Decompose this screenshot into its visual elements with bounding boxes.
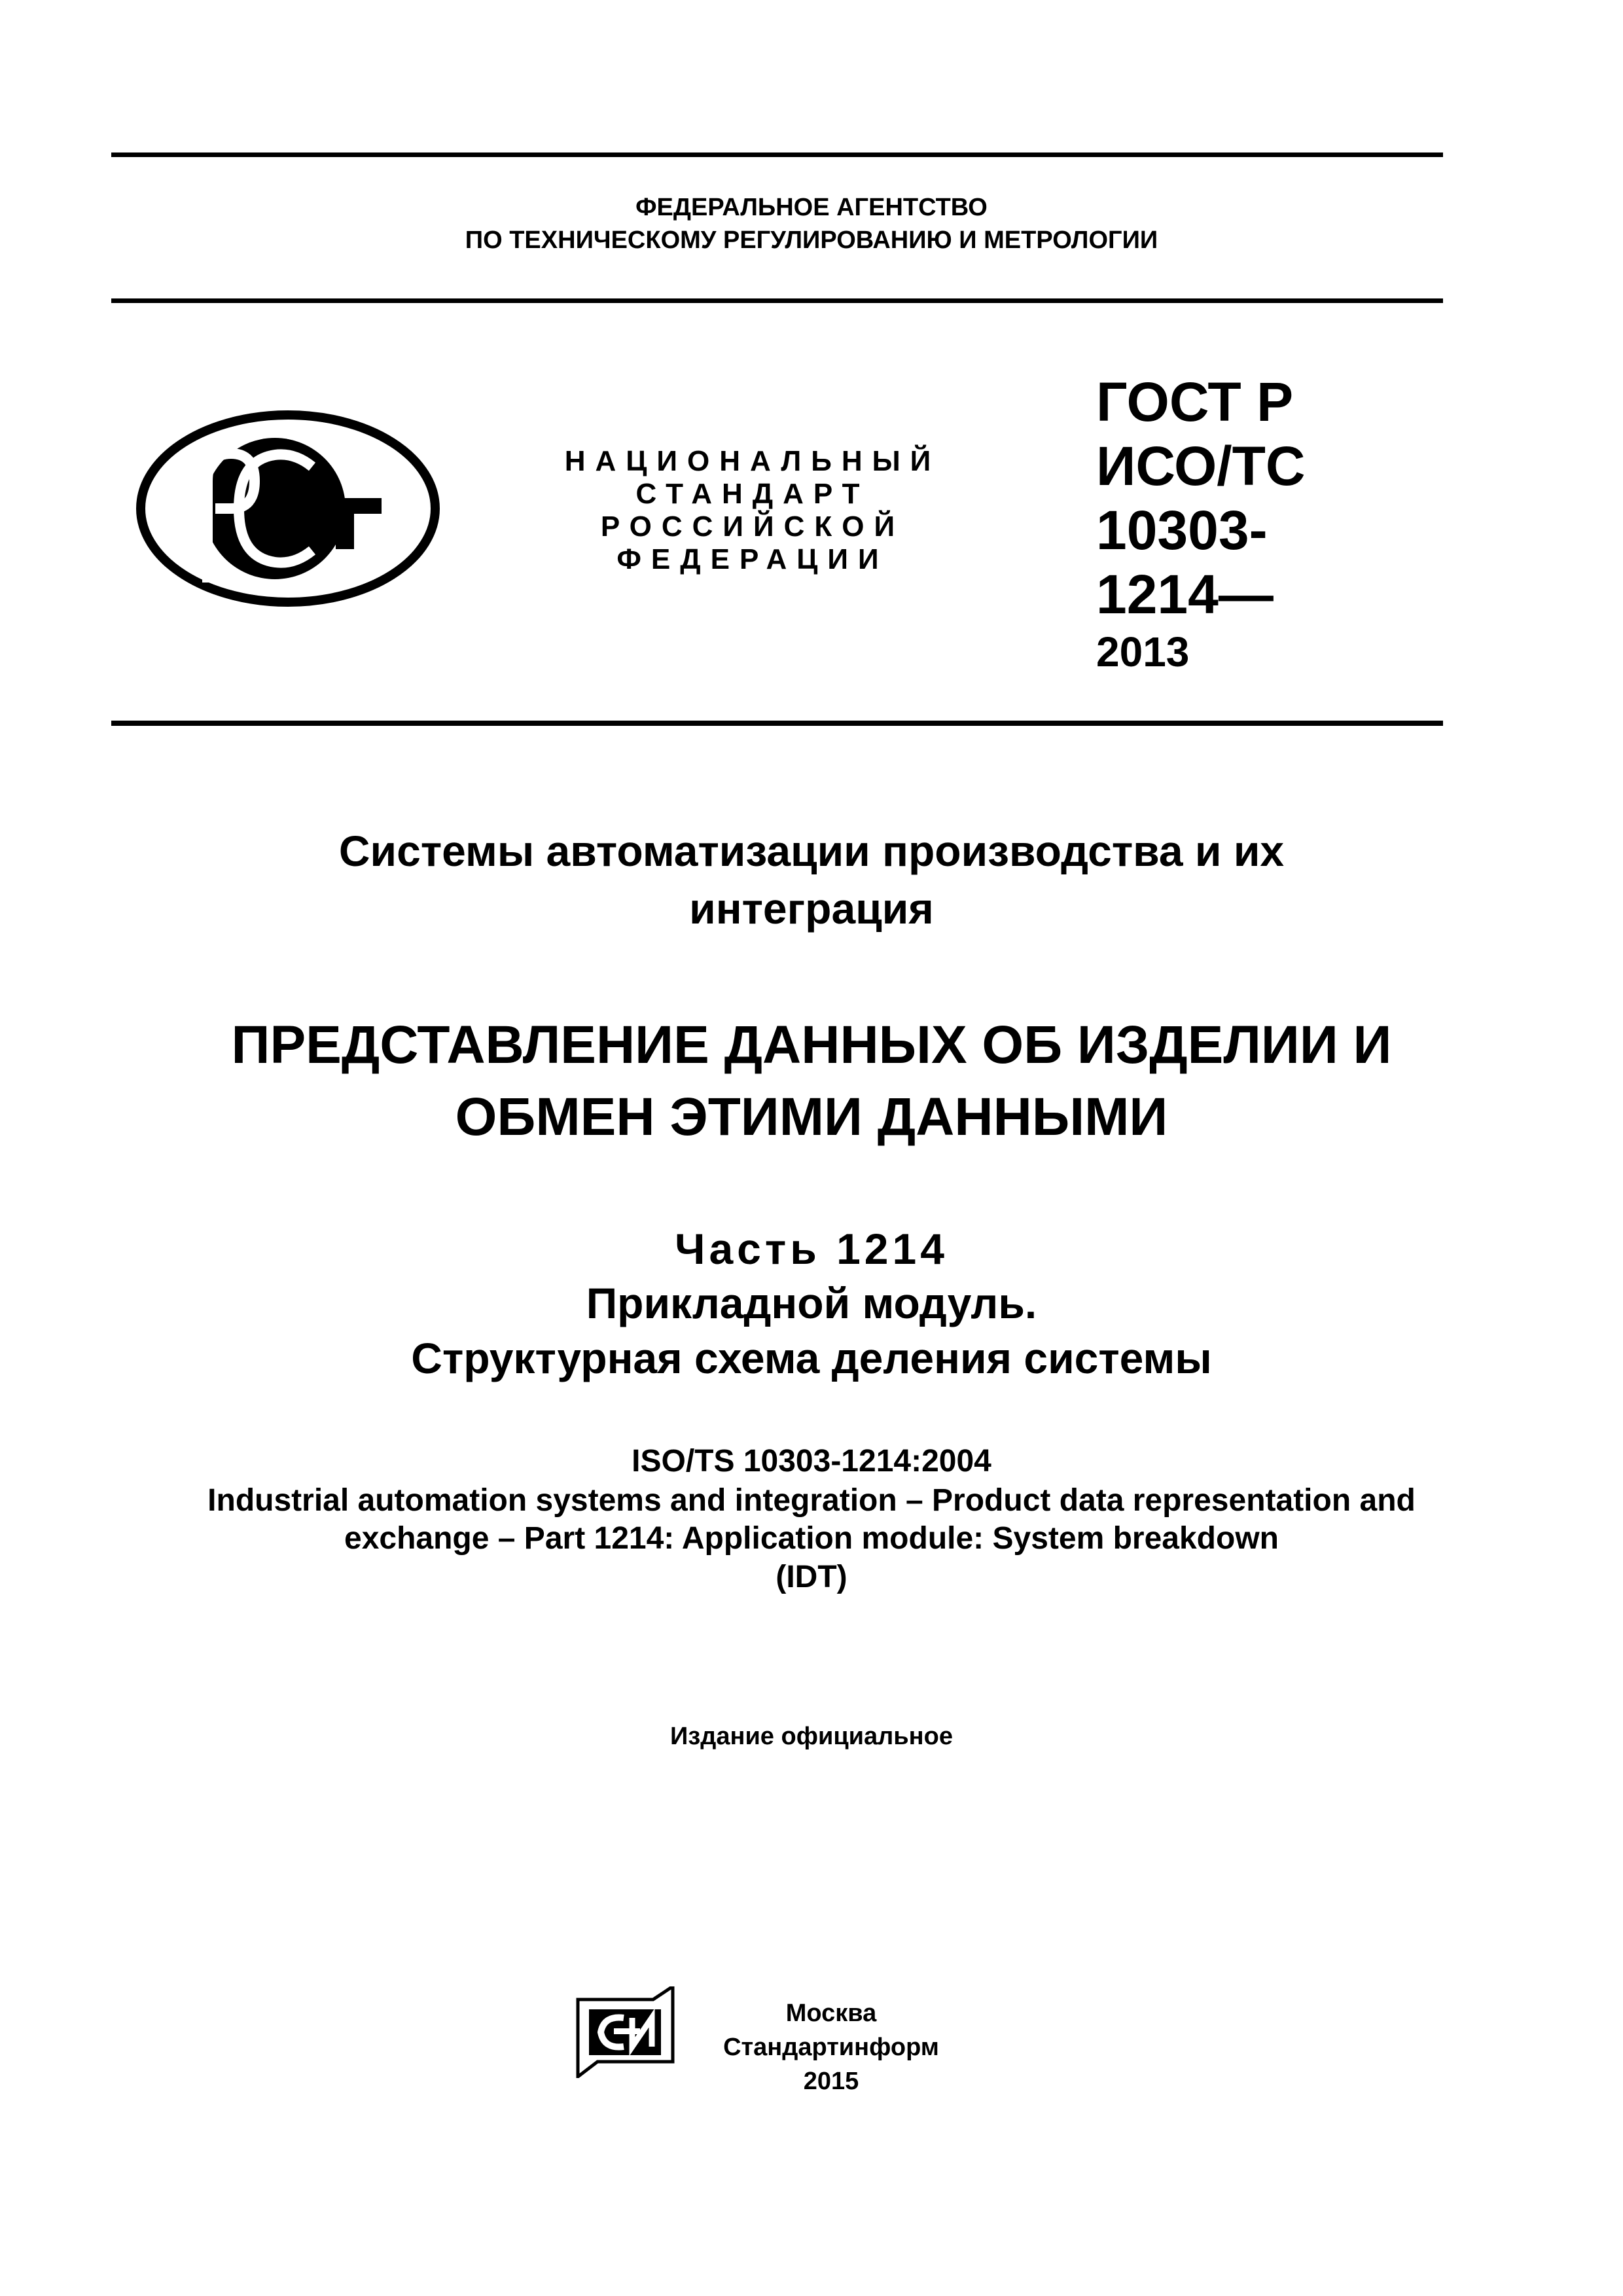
- main-title-line-1: ПРЕДСТАВЛЕНИЕ ДАННЫХ ОБ ИЗДЕЛИИ И: [231, 1015, 1392, 1075]
- general-title-line-2: интеграция: [689, 884, 934, 933]
- main-title-line-2: ОБМЕН ЭТИМИ ДАННЫМИ: [455, 1087, 1168, 1147]
- designation-year: 2013: [1096, 628, 1190, 675]
- publisher-logo: [575, 1986, 679, 2078]
- subtitle-line-2: Структурная схема деления системы: [411, 1334, 1212, 1382]
- national-standard-line-2: СТАНДАРТ: [635, 478, 870, 510]
- gost-r-emblem-icon: [134, 409, 442, 609]
- publisher-year: 2015: [803, 2068, 859, 2095]
- national-standard-line-1: НАЦИОНАЛЬНЫЙ: [564, 445, 941, 477]
- idt-marker: (IDT): [776, 1560, 847, 1594]
- agency-rule: [111, 298, 1443, 303]
- national-standard-line-3: РОССИЙСКОЙ: [600, 511, 905, 543]
- designation-line-3: 10303-: [1096, 499, 1268, 561]
- iso-code: ISO/TS 10303-1214:2004: [632, 1444, 991, 1479]
- standartinform-logo-icon: [575, 1986, 679, 2078]
- designation-line-1: ГОСТ Р: [1096, 371, 1294, 433]
- designation-line-4: 1214—: [1096, 564, 1274, 625]
- subtitle-line-1: Прикладной модуль.: [586, 1279, 1037, 1327]
- header-bottom-rule: [111, 721, 1443, 726]
- agency-line-1: ФЕДЕРАЛЬНОЕ АГЕНТСТВО: [635, 194, 988, 221]
- standard-designation: [1096, 370, 1423, 677]
- designation-line-2: ИСО/ТС: [1096, 435, 1306, 497]
- iso-title-line-1: Industrial automation systems and integration – Product data representation and: [207, 1483, 1416, 1518]
- general-title-line-1: Системы автоматизации производства и их: [338, 827, 1285, 875]
- publisher-name: Стандартинформ: [723, 2034, 939, 2061]
- iso-title-line-2: exchange – Part 1214: Application module: System breakdown: [344, 1521, 1279, 1556]
- part-number: Часть 1214: [675, 1225, 948, 1273]
- top-rule: [111, 152, 1443, 157]
- national-standard-line-4: ФЕДЕРАЦИИ: [616, 543, 889, 575]
- national-standard-label: [524, 445, 982, 576]
- official-edition: Издание официальное: [670, 1723, 953, 1750]
- publisher-block: [694, 1996, 969, 2098]
- publisher-city: Москва: [785, 2000, 877, 2027]
- agency-line-2: ПО ТЕХНИЧЕСКОМУ РЕГУЛИРОВАНИЮ И МЕТРОЛОГИИ: [465, 226, 1158, 254]
- gost-r-logo: [134, 409, 442, 609]
